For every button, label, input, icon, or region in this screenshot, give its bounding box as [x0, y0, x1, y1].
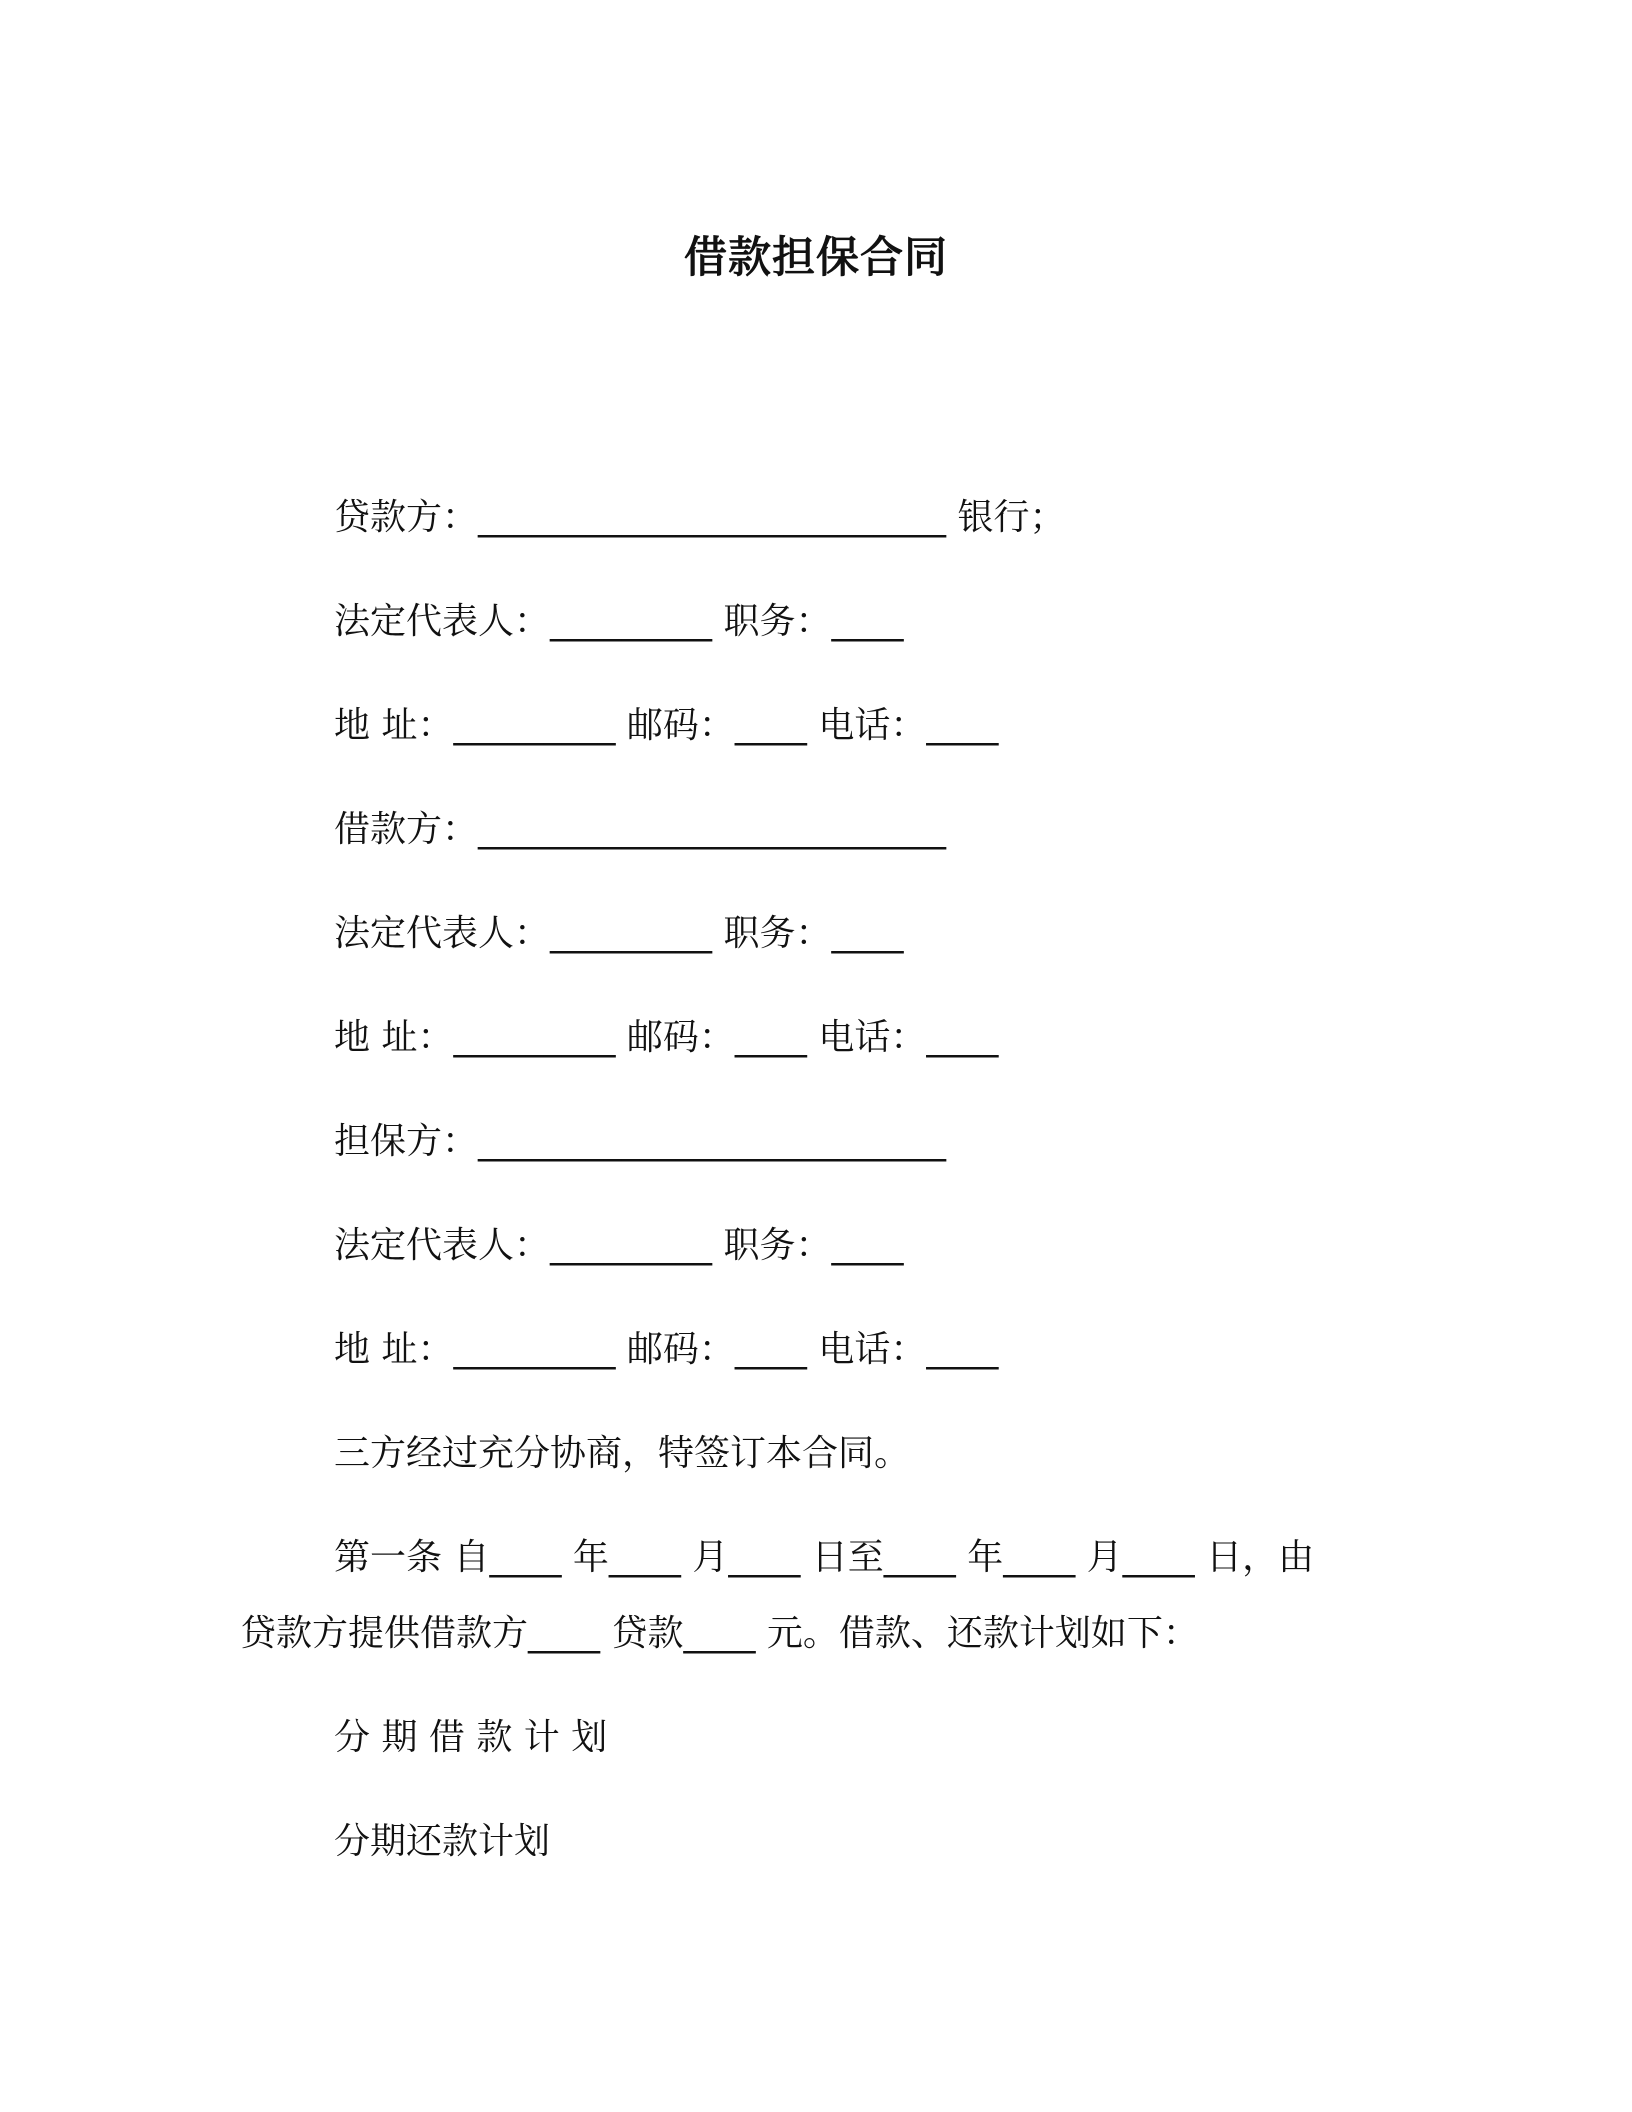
loan-plan-heading: 分 期 借 款 计 划 [334, 1717, 608, 1758]
repayment-plan-heading: 分期还款计划 [334, 1821, 551, 1862]
guarantor-representative-line: 法定代表人：_________ 职务：____ [334, 1225, 904, 1266]
borrower-representative-line: 法定代表人：_________ 职务：____ [334, 913, 904, 954]
article-one-line-2: 贷款方提供借款方____ 贷款____ 元。借款、还款计划如下： [240, 1613, 1199, 1654]
lender-representative-line: 法定代表人：_________ 职务：____ [334, 601, 904, 642]
guarantor-address-line: 地 址：_________ 邮码：____ 电话：____ [334, 1329, 999, 1370]
lender-line: 贷款方：__________________________ 银行； [334, 497, 1066, 538]
borrower-line: 借款方：__________________________ [334, 809, 947, 850]
article-one-line-1: 第一条 自____ 年____ 月____ 日至____ 年____ 月____ 日，由 [334, 1537, 1315, 1578]
borrower-address-line: 地 址：_________ 邮码：____ 电话：____ [334, 1017, 999, 1058]
guarantor-line: 担保方：__________________________ [334, 1121, 947, 1162]
lender-address-line: 地 址：_________ 邮码：____ 电话：____ [334, 705, 999, 746]
document-title: 借款担保合同 [684, 233, 948, 283]
agreement-statement: 三方经过充分协商，特签订本合同。 [334, 1433, 911, 1474]
